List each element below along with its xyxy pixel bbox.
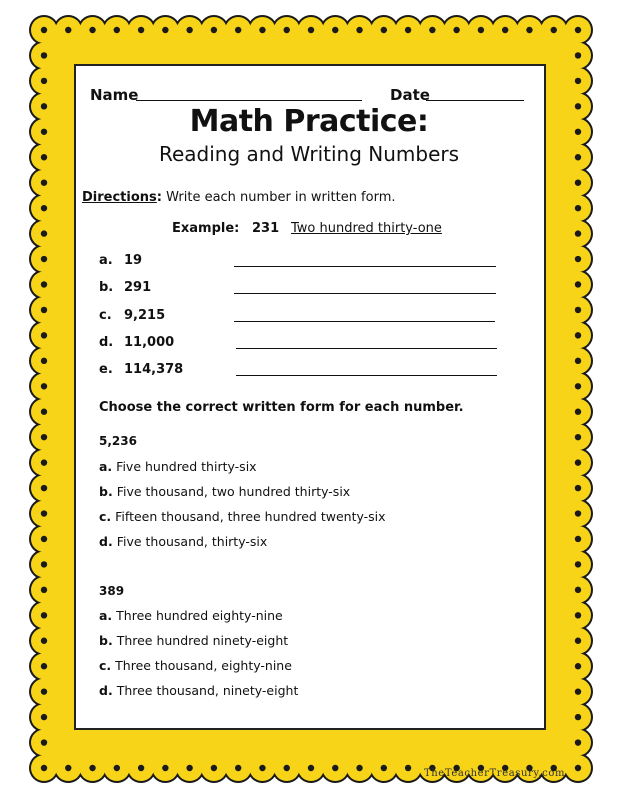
example-answer: Two hundred thirty-one (291, 221, 442, 236)
frame-dot (429, 27, 435, 33)
frame-dot (356, 765, 362, 771)
answer-line[interactable] (234, 321, 495, 322)
number-item-letter: e. (99, 362, 113, 377)
frame-dot (381, 765, 387, 771)
frame-dot (186, 765, 192, 771)
frame-dot (41, 510, 47, 516)
directions-text: Write each number in written form. (161, 190, 396, 205)
frame-dot (575, 561, 581, 567)
choice-text: Three hundred eighty-nine (116, 608, 283, 623)
frame-dot (41, 485, 47, 491)
frame-dot (41, 459, 47, 465)
frame-dot (308, 765, 314, 771)
frame-dot (575, 358, 581, 364)
frame-dot (41, 587, 47, 593)
frame-dot (381, 27, 387, 33)
choice-option[interactable] (99, 484, 350, 499)
frame-dot (405, 765, 411, 771)
frame-dot (575, 612, 581, 618)
frame-dot (41, 205, 47, 211)
example-number: 231 (252, 221, 280, 236)
frame-dot (235, 765, 241, 771)
frame-dot (356, 27, 362, 33)
directions (82, 190, 396, 205)
frame-dot (41, 536, 47, 542)
frame-dot (41, 409, 47, 415)
frame-dot (575, 179, 581, 185)
choice-option[interactable] (99, 509, 386, 524)
frame-dot (575, 536, 581, 542)
frame-dot (478, 27, 484, 33)
frame-dot (575, 256, 581, 262)
frame-dot (551, 27, 557, 33)
frame-dot (89, 27, 95, 33)
choice-text: Five thousand, thirty-six (116, 534, 268, 549)
choice-text: Five hundred thirty-six (116, 459, 257, 474)
frame-dot (41, 612, 47, 618)
frame-dot (41, 739, 47, 745)
number-item-value: 291 (124, 280, 152, 295)
frame-dot (41, 27, 47, 33)
page-title (0, 104, 618, 139)
frame-dot (575, 434, 581, 440)
choice-letter: a. (99, 608, 113, 623)
choice-option[interactable] (99, 658, 292, 673)
choice-letter: a. (99, 459, 113, 474)
question-number: 5,236 (99, 434, 137, 448)
frame-dot (114, 765, 120, 771)
frame-dot (502, 27, 508, 33)
frame-dot (41, 230, 47, 236)
number-item-letter: c. (99, 308, 112, 323)
frame-dot (575, 409, 581, 415)
choice-text: Three thousand, eighty-nine (115, 658, 292, 673)
frame-dot (259, 765, 265, 771)
frame-dot (308, 27, 314, 33)
answer-line[interactable] (236, 375, 497, 376)
frame-dot (575, 765, 581, 771)
frame-dot (575, 587, 581, 593)
choice-text: Five thousand, two hundred thirty-six (116, 484, 351, 499)
frame-dot (332, 765, 338, 771)
frame-dot (575, 52, 581, 58)
answer-line[interactable] (234, 293, 496, 294)
choice-letter: d. (99, 534, 113, 549)
frame-dot (41, 78, 47, 84)
frame-dot (575, 739, 581, 745)
choice-option[interactable] (99, 534, 267, 549)
frame-dot (41, 281, 47, 287)
frame-dot (332, 27, 338, 33)
question-number: 389 (99, 584, 125, 598)
frame-dot (41, 52, 47, 58)
frame-dot (89, 765, 95, 771)
footer-website: TheTeacherTreasury.com (424, 768, 566, 779)
number-item-value: 11,000 (124, 335, 175, 350)
date-field-line[interactable] (426, 100, 524, 101)
frame-dot (41, 434, 47, 440)
choice-text: Three hundred ninety-eight (116, 633, 289, 648)
frame-dot (575, 638, 581, 644)
choice-letter: b. (99, 633, 113, 648)
frame-dot (575, 485, 581, 491)
frame-dot (162, 765, 168, 771)
number-item-value: 9,215 (124, 308, 166, 323)
frame-dot (575, 663, 581, 669)
frame-dot (526, 27, 532, 33)
title-colon: : (416, 104, 429, 139)
choice-option[interactable] (99, 459, 257, 474)
date-label: Date (390, 86, 430, 104)
frame-dot (41, 307, 47, 313)
frame-dot (41, 561, 47, 567)
choice-option[interactable] (99, 683, 298, 698)
frame-dot (41, 663, 47, 669)
frame-dot (575, 27, 581, 33)
frame-dot (575, 688, 581, 694)
frame-dot (575, 459, 581, 465)
choice-text: Three thousand, ninety-eight (116, 683, 299, 698)
frame-dot (186, 27, 192, 33)
frame-dot (41, 638, 47, 644)
answer-line[interactable] (236, 348, 497, 349)
number-item-value: 19 (124, 253, 143, 268)
frame-dot (41, 383, 47, 389)
frame-dot (65, 27, 71, 33)
answer-line[interactable] (234, 266, 496, 267)
frame-dot (41, 256, 47, 262)
frame-dot (41, 358, 47, 364)
frame-dot (575, 714, 581, 720)
frame-dot (65, 765, 71, 771)
title-main: Math Practice (189, 104, 417, 139)
frame-dot (235, 27, 241, 33)
frame-dot (211, 27, 217, 33)
frame-dot (575, 383, 581, 389)
frame-dot (211, 765, 217, 771)
frame-dot (114, 27, 120, 33)
frame-dot (405, 27, 411, 33)
frame-dot (575, 332, 581, 338)
frame-dot (575, 205, 581, 211)
frame-dot (259, 27, 265, 33)
number-item-letter: a. (99, 253, 113, 268)
example-label: Example: (172, 221, 240, 236)
frame-dot (41, 179, 47, 185)
frame-dot (453, 27, 459, 33)
frame-dot (41, 688, 47, 694)
choice-letter: d. (99, 683, 113, 698)
frame-dot (138, 765, 144, 771)
number-item-letter: d. (99, 335, 114, 350)
choice-letter: c. (99, 658, 112, 673)
directions-colon: : (156, 190, 162, 205)
frame-dot (138, 27, 144, 33)
frame-dot (41, 332, 47, 338)
choose-heading: Choose the correct written form for each number. (99, 400, 464, 415)
choice-letter: b. (99, 484, 113, 499)
number-item-letter: b. (99, 280, 114, 295)
choice-option[interactable] (99, 608, 283, 623)
frame-dot (284, 27, 290, 33)
frame-dot (41, 765, 47, 771)
frame-dot (575, 510, 581, 516)
frame-dot (575, 230, 581, 236)
frame-dot (41, 714, 47, 720)
number-item-value: 114,378 (124, 362, 184, 377)
frame-dot (575, 307, 581, 313)
frame-dot (162, 27, 168, 33)
page-subtitle: Reading and Writing Numbers (158, 142, 460, 166)
frame-dot (284, 765, 290, 771)
choice-option[interactable] (99, 633, 288, 648)
directions-label: Directions (82, 190, 157, 205)
frame-dot (575, 281, 581, 287)
choice-text: Fifteen thousand, three hundred twenty-six (115, 509, 386, 524)
name-field-line[interactable] (136, 100, 362, 101)
choice-letter: c. (99, 509, 112, 524)
frame-dot (575, 78, 581, 84)
name-label: Name (90, 86, 139, 104)
